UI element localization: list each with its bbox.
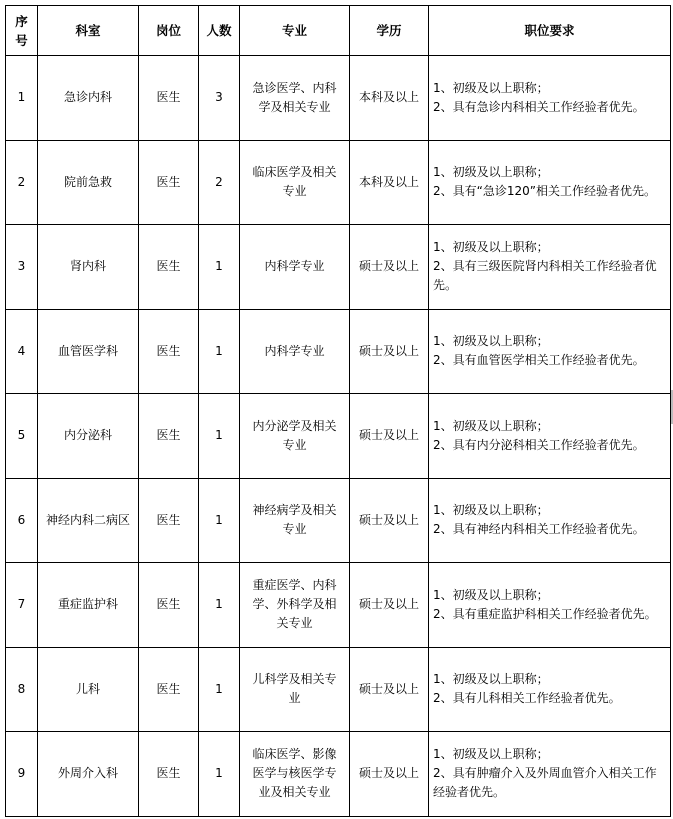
cell-major: 内科学专业 <box>240 309 350 394</box>
requirement-line: 2、具有急诊内科相关工作经验者优先。 <box>433 99 645 114</box>
requirement-line: 2、具有血管医学相关工作经验者优先。 <box>433 353 645 368</box>
cell-requirements <box>429 647 671 732</box>
header-count: 人数 <box>199 6 240 56</box>
cell-requirements <box>429 394 671 479</box>
requirement-line: 2、具有三级医院肾内科相关工作经验者优先。 <box>433 259 657 293</box>
cell-edu: 硕士及以上 <box>350 309 429 394</box>
cell-dept: 重症监护科 <box>38 563 139 648</box>
cell-major: 内分泌学及相关专业 <box>240 394 350 479</box>
requirement-line: 1、初级及以上职称； <box>433 334 549 349</box>
cell-edu: 本科及以上 <box>350 140 429 225</box>
table-row <box>6 140 671 225</box>
cell-dept: 内分泌科 <box>38 394 139 479</box>
cell-no: 6 <box>6 478 38 563</box>
cell-major: 儿科学及相关专业 <box>240 647 350 732</box>
header-dept: 科室 <box>38 6 139 56</box>
header-major: 专业 <box>240 6 350 56</box>
table-row <box>6 732 671 817</box>
requirement-line: 2、具有重症监护科相关工作经验者优先。 <box>433 606 657 621</box>
cell-post: 医生 <box>139 478 199 563</box>
table-row <box>6 647 671 732</box>
requirement-line: 1、初级及以上职称； <box>433 240 549 255</box>
requirement-line: 2、具有内分泌科相关工作经验者优先。 <box>433 437 645 452</box>
cell-count: 1 <box>199 647 240 732</box>
cell-count: 3 <box>199 56 240 141</box>
cell-requirements <box>429 309 671 394</box>
table-row <box>6 394 671 479</box>
cell-requirements <box>429 732 671 817</box>
requirement-line: 1、初级及以上职称； <box>433 80 549 95</box>
cell-dept: 院前急救 <box>38 140 139 225</box>
cell-count: 2 <box>199 140 240 225</box>
header-post: 岗位 <box>139 6 199 56</box>
cell-no: 2 <box>6 140 38 225</box>
cell-dept: 急诊内科 <box>38 56 139 141</box>
cell-post: 医生 <box>139 309 199 394</box>
cell-no: 1 <box>6 56 38 141</box>
table-row <box>6 225 671 310</box>
requirement-line: 1、初级及以上职称； <box>433 672 549 687</box>
cell-post: 医生 <box>139 563 199 648</box>
cell-dept: 肾内科 <box>38 225 139 310</box>
cell-no: 5 <box>6 394 38 479</box>
cell-major: 临床医学及相关专业 <box>240 140 350 225</box>
cell-requirements <box>429 56 671 141</box>
requirement-line: 2、具有神经内科相关工作经验者优先。 <box>433 522 645 537</box>
cell-post: 医生 <box>139 647 199 732</box>
cell-requirements <box>429 140 671 225</box>
table-row <box>6 56 671 141</box>
cell-major: 临床医学、影像医学与核医学专业及相关专业 <box>240 732 350 817</box>
cell-dept: 儿科 <box>38 647 139 732</box>
table-row <box>6 309 671 394</box>
requirement-line: 1、初级及以上职称； <box>433 587 549 602</box>
cell-edu: 硕士及以上 <box>350 394 429 479</box>
cell-edu: 硕士及以上 <box>350 732 429 817</box>
cell-post: 医生 <box>139 732 199 817</box>
cell-post: 医生 <box>139 394 199 479</box>
cell-count: 1 <box>199 309 240 394</box>
table-row <box>6 563 671 648</box>
header-no: 序号 <box>6 6 38 56</box>
cell-count: 1 <box>199 394 240 479</box>
header-row <box>6 6 671 56</box>
requirement-line: 2、具有儿科相关工作经验者优先。 <box>433 691 621 706</box>
cell-no: 3 <box>6 225 38 310</box>
cell-no: 4 <box>6 309 38 394</box>
header-edu: 学历 <box>350 6 429 56</box>
cell-major: 重症医学、内科学、外科学及相关专业 <box>240 563 350 648</box>
cell-major: 急诊医学、内科学及相关专业 <box>240 56 350 141</box>
cell-dept: 血管医学科 <box>38 309 139 394</box>
cell-count: 1 <box>199 225 240 310</box>
cell-edu: 硕士及以上 <box>350 225 429 310</box>
requirement-line: 2、具有肿瘤介入及外周血管介入相关工作经验者优先。 <box>433 766 657 800</box>
cell-major: 神经病学及相关专业 <box>240 478 350 563</box>
cell-no: 8 <box>6 647 38 732</box>
cell-no: 9 <box>6 732 38 817</box>
cell-edu: 本科及以上 <box>350 56 429 141</box>
cell-count: 1 <box>199 732 240 817</box>
header-requirements: 职位要求 <box>429 6 671 56</box>
table-row <box>6 478 671 563</box>
cell-count: 1 <box>199 563 240 648</box>
cell-dept: 外周介入科 <box>38 732 139 817</box>
cell-post: 医生 <box>139 140 199 225</box>
requirement-line: 1、初级及以上职称； <box>433 503 549 518</box>
cell-post: 医生 <box>139 56 199 141</box>
requirement-line: 1、初级及以上职称； <box>433 747 549 762</box>
requirement-line: 1、初级及以上职称； <box>433 418 549 433</box>
cell-requirements <box>429 478 671 563</box>
cell-requirements <box>429 225 671 310</box>
cell-edu: 硕士及以上 <box>350 563 429 648</box>
cell-no: 7 <box>6 563 38 648</box>
cell-requirements <box>429 563 671 648</box>
recruitment-table <box>5 5 671 817</box>
cell-count: 1 <box>199 478 240 563</box>
requirement-line: 2、具有“急诊120”相关工作经验者优先。 <box>433 184 656 199</box>
cell-dept: 神经内科二病区 <box>38 478 139 563</box>
cell-edu: 硕士及以上 <box>350 478 429 563</box>
cell-post: 医生 <box>139 225 199 310</box>
cell-major: 内科学专业 <box>240 225 350 310</box>
cell-edu: 硕士及以上 <box>350 647 429 732</box>
requirement-line: 1、初级及以上职称； <box>433 165 549 180</box>
